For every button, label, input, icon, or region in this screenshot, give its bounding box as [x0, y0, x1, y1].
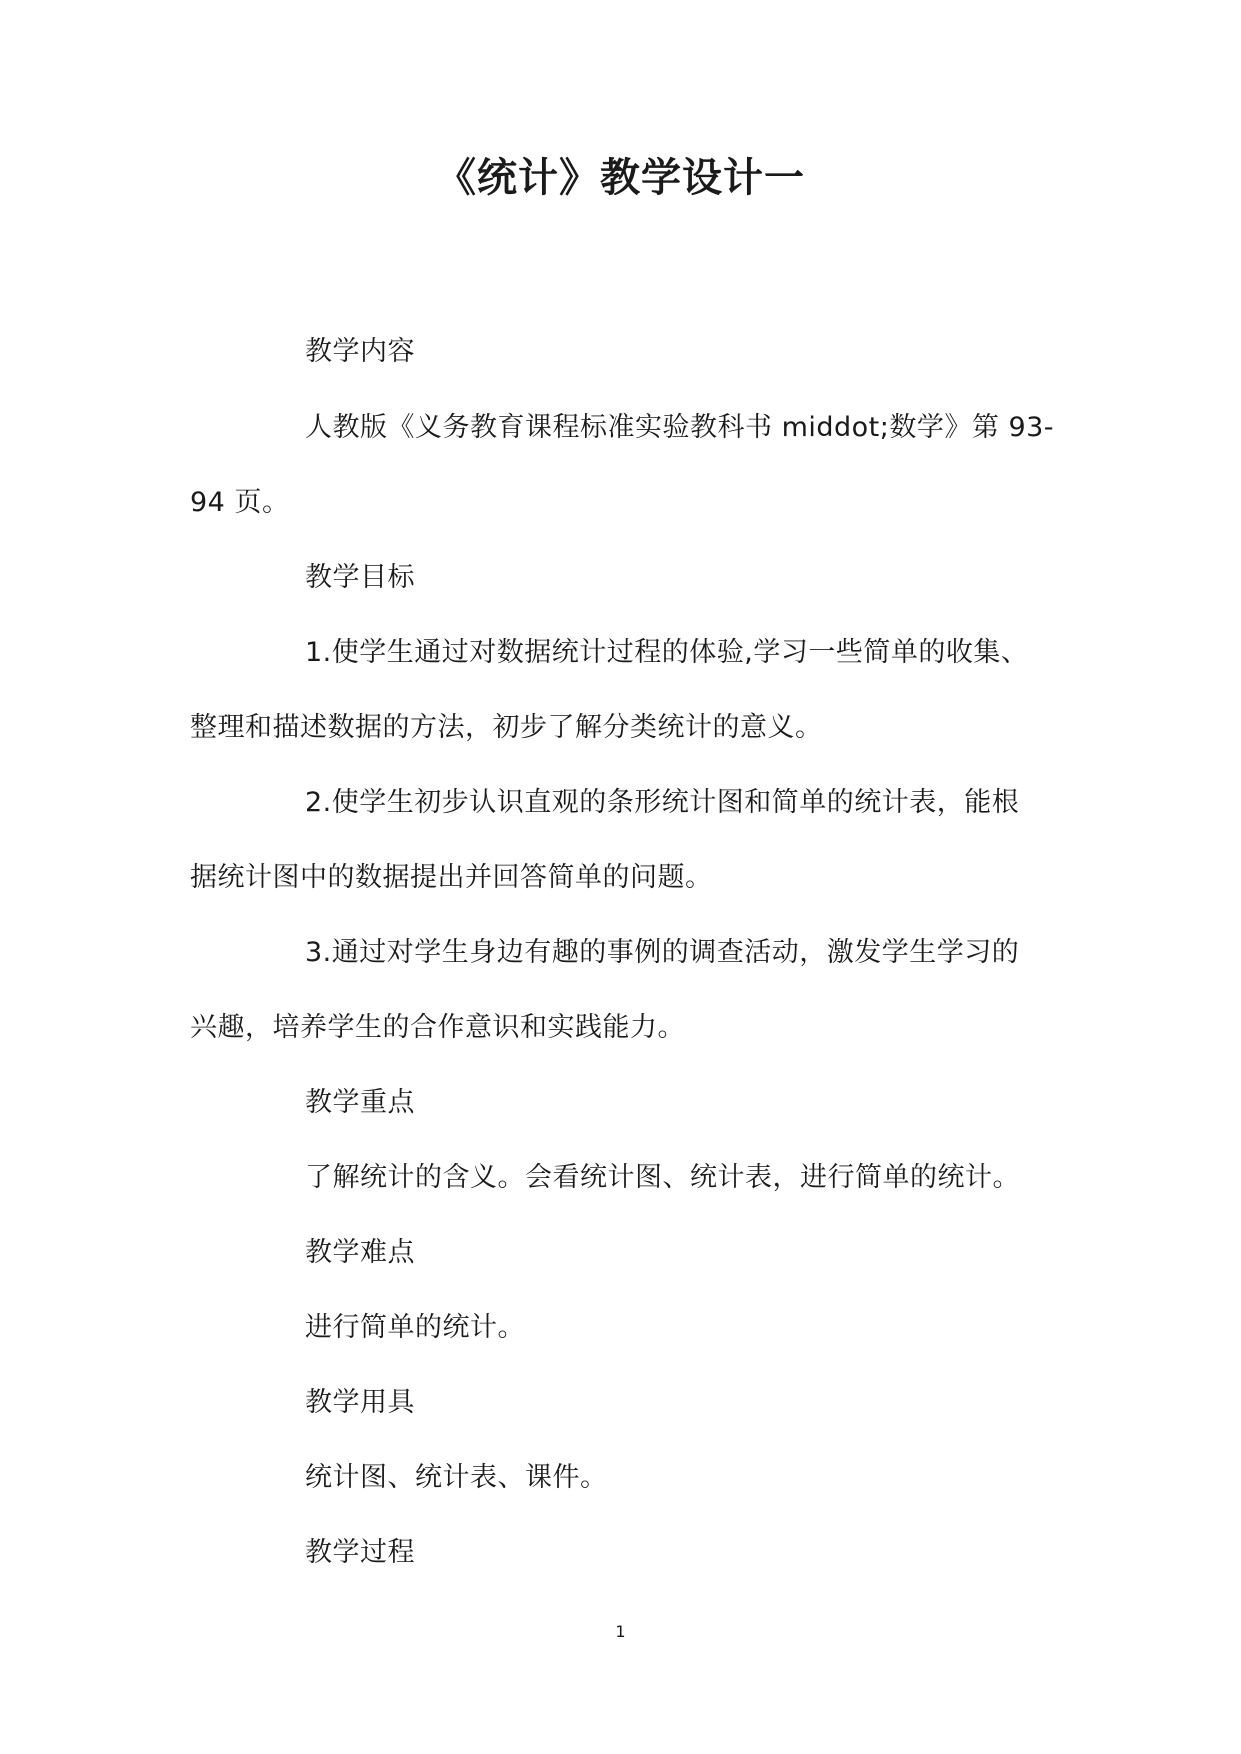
paragraph-line: 1.使学生通过对数据统计过程的体验,学习一些简单的收集、 [305, 637, 1029, 668]
heading-teaching-process: 教学过程 [305, 1537, 415, 1568]
paragraph-line: 人教版《义务教育课程标准实验教科书 middot;数学》第 93- [305, 412, 1055, 443]
paragraph-line: 了解统计的含义。会看统计图、统计表，进行简单的统计。 [305, 1162, 1020, 1193]
paragraph-line: 兴趣，培养学生的合作意识和实践能力。 [190, 1012, 685, 1043]
heading-teaching-goals: 教学目标 [305, 562, 415, 593]
paragraph-line: 统计图、统计表、课件。 [305, 1462, 608, 1493]
paragraph-line: 94 页。 [190, 487, 290, 518]
paragraph-line: 进行简单的统计。 [305, 1312, 525, 1343]
heading-teaching-tools: 教学用具 [305, 1387, 415, 1418]
paragraph-line: 2.使学生初步认识直观的条形统计图和简单的统计表，能根 [305, 787, 1020, 818]
paragraph-line: 整理和描述数据的方法，初步了解分类统计的意义。 [190, 712, 823, 743]
document-title: 《统计》教学设计一 [436, 155, 805, 201]
page-number: 1 [615, 1622, 626, 1641]
heading-teaching-content: 教学内容 [305, 336, 415, 367]
heading-teaching-focus: 教学重点 [305, 1087, 415, 1118]
heading-teaching-difficulty: 教学难点 [305, 1237, 415, 1268]
paragraph-line: 据统计图中的数据提出并回答简单的问题。 [190, 862, 713, 893]
paragraph-line: 3.通过对学生身边有趣的事例的调查活动，激发学生学习的 [305, 937, 1020, 968]
